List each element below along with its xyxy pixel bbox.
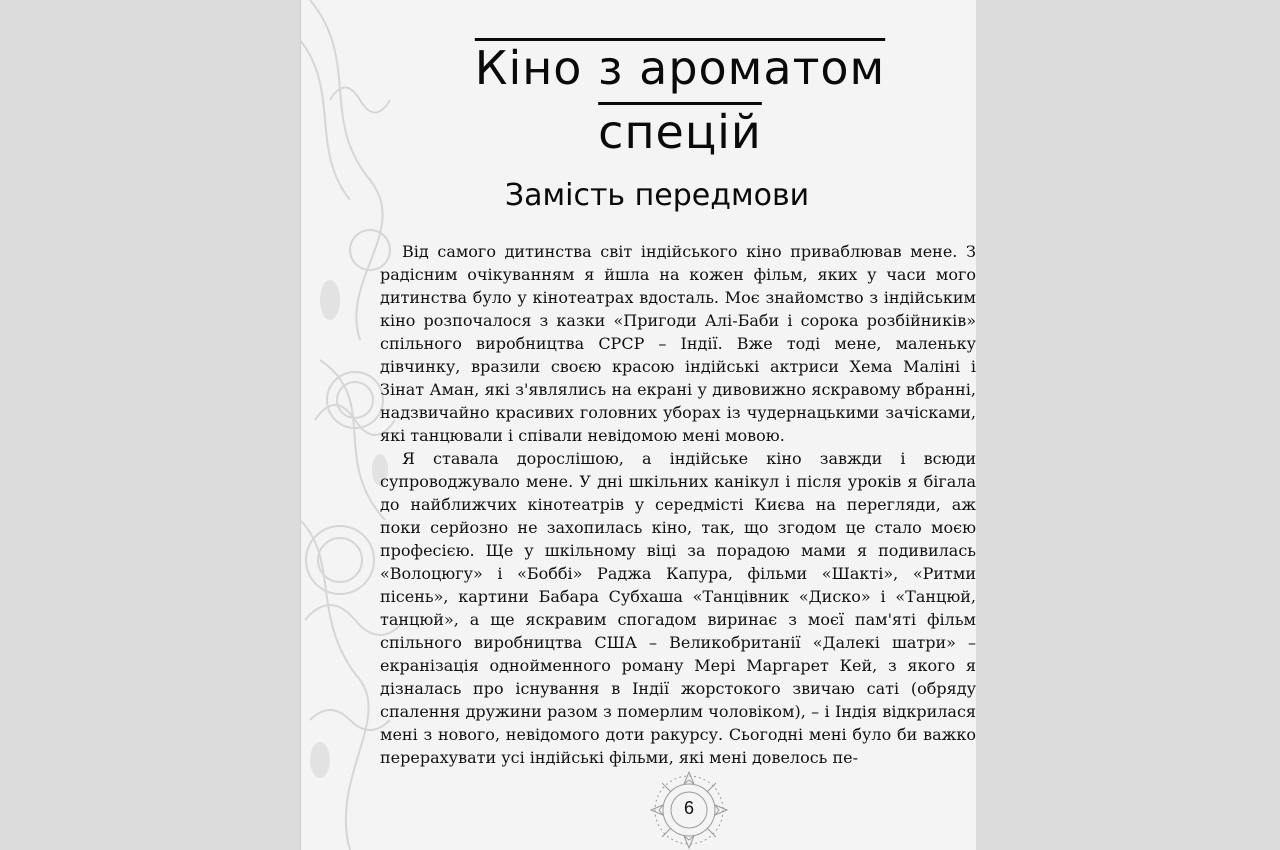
title-line-2: спецій bbox=[598, 105, 762, 159]
paragraph: Від самого дитинства світ індійського кіно приваблював мене. З радісним очікуванням я йшла на кожен фільм, яких у часи мого дитинства було у кінотеатрах вдосталь. Моє знайомство з індійським кіно розпочалося з казки «Пригоди Алі-Баби і сорока розбійників» спільного виробництва СРСР – Індії. Вже тоді мене, маленьку дівчинку, вразили своєю красою індійські актриси Хема Маліні і Зінат Аман, які з'являлись на екрані у дивовижно яскравому вбранні, надзвичайно красивих головних уборах із чудернацькими зачісками, які танцювали і співали невідомою мені мовою. bbox=[380, 242, 976, 445]
page-number: 6 bbox=[683, 798, 694, 818]
title-line-1: Кіно з ароматом bbox=[474, 41, 886, 95]
body-text bbox=[380, 240, 976, 769]
page-title bbox=[380, 38, 976, 166]
section-subtitle: Замість передмови bbox=[504, 178, 810, 213]
paragraph: Я ставала дорослішою, а індійське кіно завжди і всюди супроводжувало мене. У дні шкільних канікул і після уроків я бігала до найближчих кінотеатрів у середмісті Києва на перегляди, аж поки серйозно не захопилась кіно, так, що згодом це стало моєю професією. Ще у шкільному віці за порадою мами я подивилась «Волоцюгу» і «Боббі» Раджа Капура, фільми «Шакті», «Ритми пісень», картини Бабара Субхаша «Танцівник «Диско» і «Танцюй, танцюй», а ще яскравим спогадом виринає з моєї пам'яті фільм спільного виробництва США – Великобританії «Далекі шатри» – екранізація однойменного роману Мері Маргарет Кей, з якого я дізналась про існування в Індії жорстокого звичаю саті (обряду спалення дружини разом з померлим чоловіком), – і Індія відкрилася мені з нового, невідомого доти ракурсу. Сьогодні мені було би важко перерахувати усі індійські фільми, які мені довелось пе- bbox=[380, 449, 976, 767]
book-page bbox=[300, 0, 976, 850]
